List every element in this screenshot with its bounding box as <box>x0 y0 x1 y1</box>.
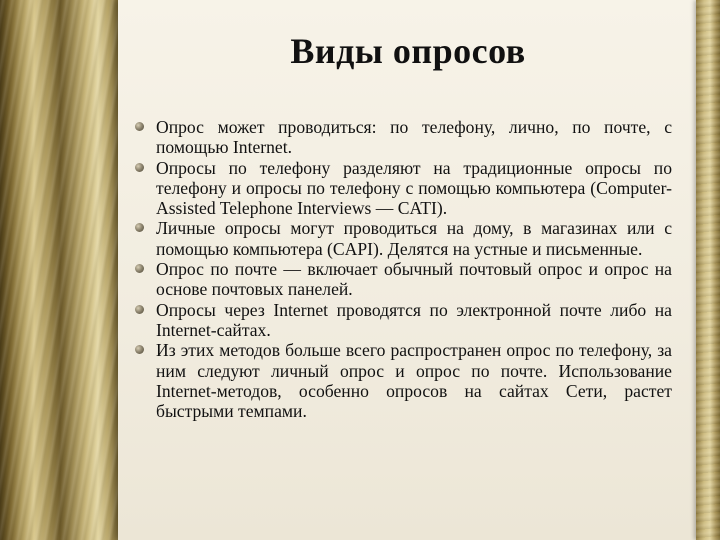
bullet-item <box>156 158 672 219</box>
bullet-text: Опросы по телефону разделяют на традиционные опросы по телефону и опросы по телефону с помощью компьютера (Computer-Assisted Telephone Interviews — CATI). <box>156 157 672 219</box>
bullet-item <box>156 259 672 300</box>
bullet-item <box>156 117 672 158</box>
bullet-item <box>156 300 672 341</box>
slide-title: Виды опросов <box>290 31 526 71</box>
bullet-text: Опрос по почте — включает обычный почтовый опрос и опрос на основе почтовых панелей. <box>156 259 672 300</box>
bullet-text: Опрос может проводиться: по телефону, лично, по почте, с помощью Internet. <box>156 117 672 158</box>
bullet-dot-icon <box>135 264 144 273</box>
bullet-dot-icon <box>135 122 144 131</box>
bullet-dot-icon <box>135 163 144 172</box>
bullet-text: Из этих методов больше всего распространен опрос по телефону, за ним следуют личный опрос и опрос по почте. Использование Internet-методов, особенно опросов на сайтах Сети, растет быстрыми темпами. <box>156 340 672 422</box>
bullet-item <box>156 340 672 421</box>
bullet-dot-icon <box>135 305 144 314</box>
bullet-item <box>156 218 672 259</box>
gold-edge-strip <box>696 0 720 540</box>
bullet-list <box>156 117 672 421</box>
bullet-text: Опросы через Internet проводятся по электронной почте либо на Internet-сайтах. <box>156 299 672 340</box>
bullet-text: Личные опросы могут проводиться на дому, в магазинах или с помощью компьютера (CAPI). Делятся на устные и письменные. <box>156 218 672 259</box>
gold-fabric-border <box>0 0 120 540</box>
